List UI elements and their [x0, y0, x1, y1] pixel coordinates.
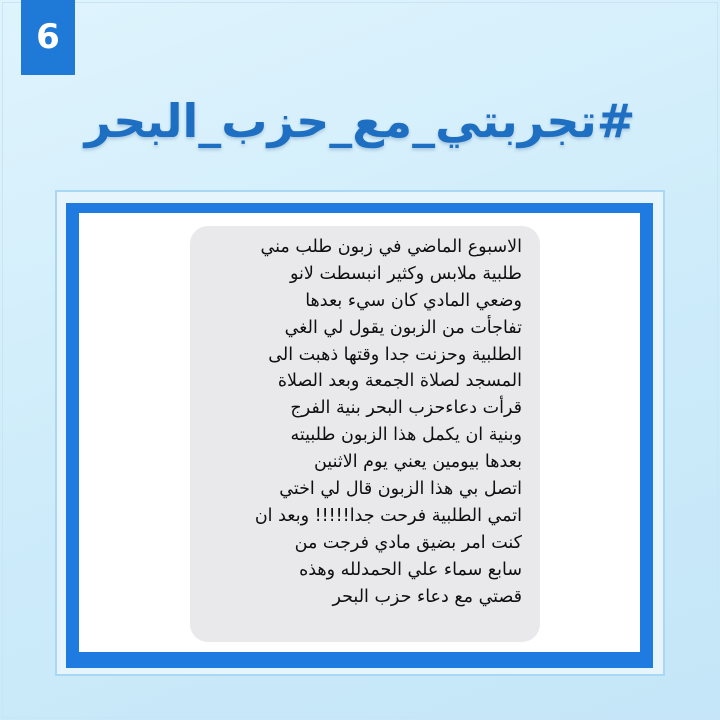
post-number-badge: 6	[21, 0, 75, 75]
message-line: بعدها بيومين يعني يوم الاثنين	[313, 452, 522, 473]
message-line: وضعي المادي كان سيء بعدها	[305, 290, 522, 311]
message-bubble	[190, 226, 540, 642]
message-line: وبنية ان يكمل هذا الزبون طلبيته	[290, 425, 522, 446]
post-title: #تجربتي_مع_حزب_البحر	[84, 94, 636, 148]
message-line: قرأت دعاءحزب البحر بنية الفرج	[290, 398, 522, 419]
message-line: المسجد لصلاة الجمعة وبعد الصلاة	[277, 371, 522, 392]
message-line: سابع سماء علي الحمدلله وهذه	[299, 559, 522, 580]
message-line: الطلبية وحزنت جدا وقتها ذهبت الى	[268, 344, 522, 365]
message-line: اتصل بي هذا الزبون قال لي اختي	[279, 479, 522, 500]
message-line: كنت امر بضيق مادي فرجت من	[294, 532, 522, 553]
message-line: الاسبوع الماضي في زبون طلب مني	[260, 237, 522, 257]
message-line: تفاجأت من الزبون يقول لي الغي	[284, 317, 522, 338]
message-line: قصتي مع دعاء حزب البحر	[332, 586, 522, 607]
message-line: طلبية ملابس وكثير انبسطت لانو	[290, 263, 522, 284]
message-line: اتمي الطلبية فرحت جدا!!!!! وبعد ان	[254, 505, 522, 526]
